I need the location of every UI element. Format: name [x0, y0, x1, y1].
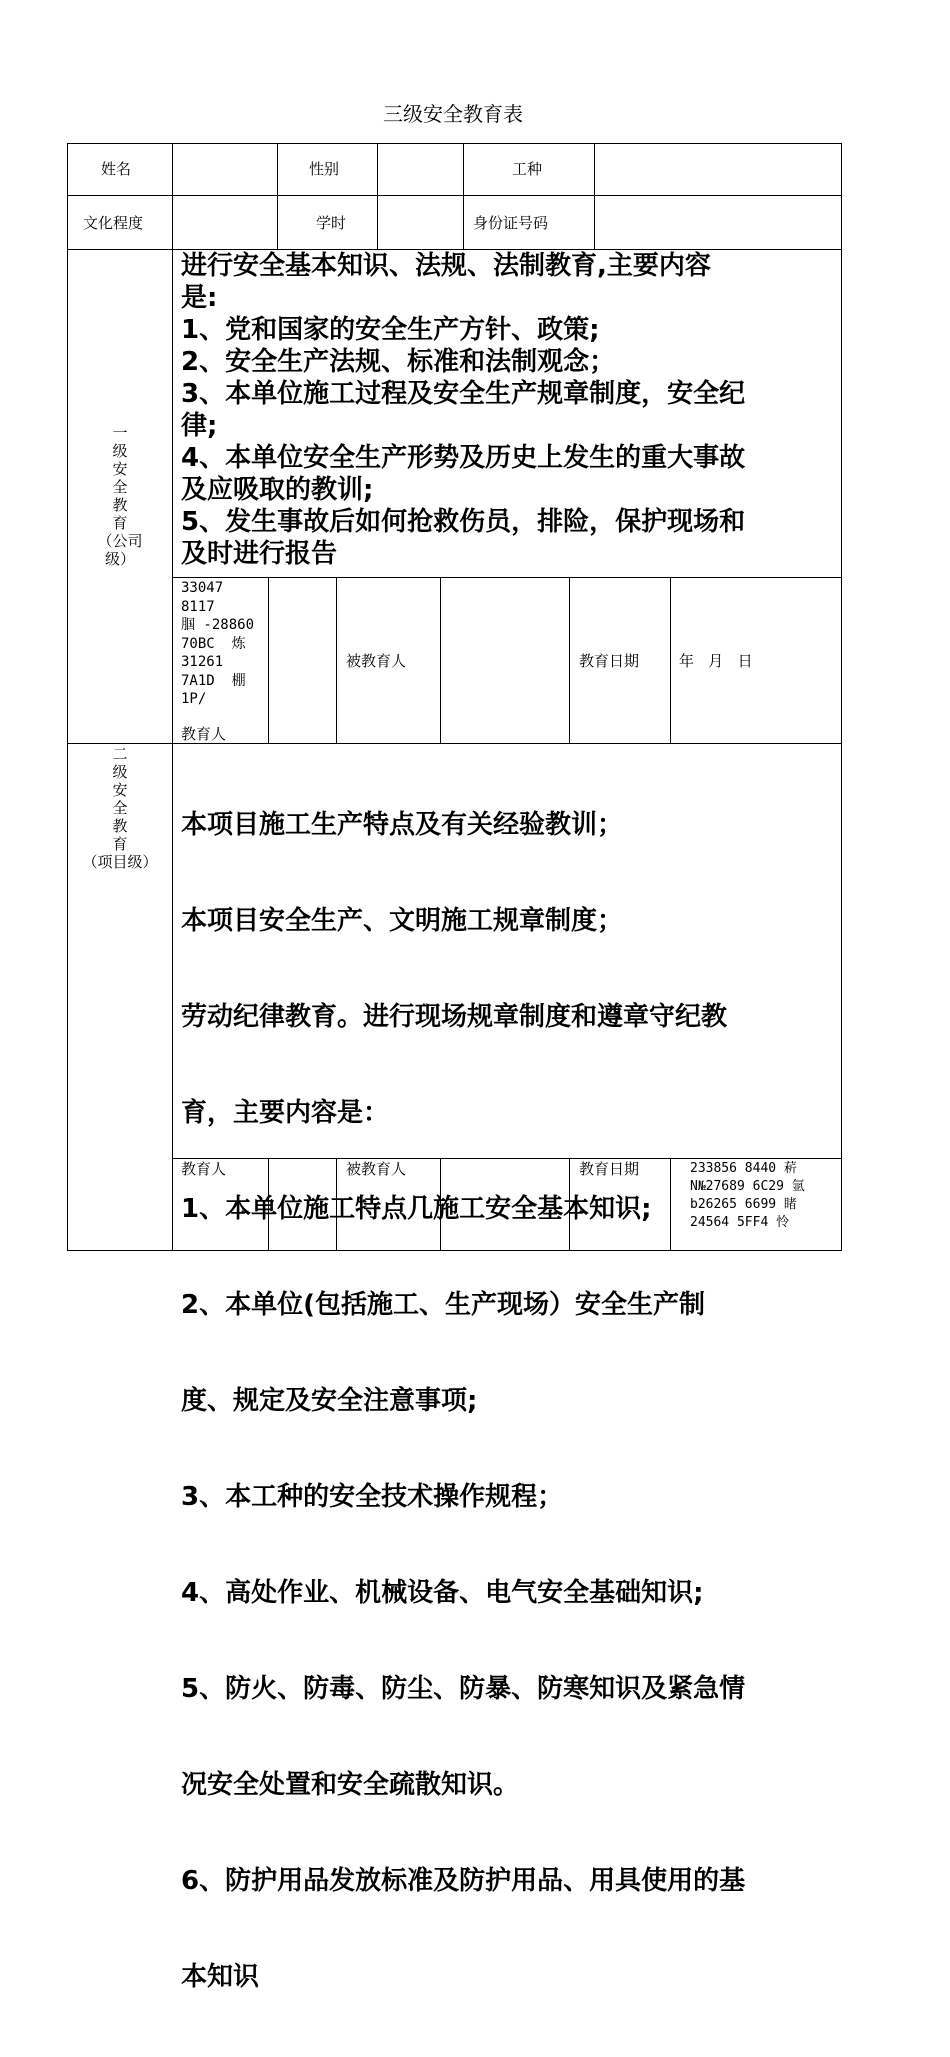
column-divider [594, 144, 595, 249]
column-divider [277, 144, 278, 249]
column-divider [377, 144, 378, 249]
trade-label: 工种 [512, 160, 543, 178]
education-level-label: 文化程度 [83, 214, 144, 232]
column-divider [670, 577, 671, 743]
safety-education-table [67, 143, 842, 1992]
level1-content: 进行安全基本知识、法规、法制教育,主要内容 是: 1、党和国家的安全生产方针、政策; 2、安全生产法规、标准和法制观念； 3、本单位施工过程及安全生产规章制度，安全纪 律; 4、本单位安全生产形势及历史上发生的重大事故 及应吸取的教训; 5、发生事故后如何抢救伤员，排险，保护现场和 及时进行报告 [181, 251, 746, 569]
level1-garbled-codes: 33047 8117 腘 -28860 70BC 炼 31261 7A1D 棚 1P/ [181, 580, 255, 707]
id-number-label: 身份证号码 [473, 214, 549, 232]
row-divider [172, 577, 841, 578]
level1-section-label: 一 级 安 全 教 育 （公司 级） [97, 424, 143, 568]
column-divider [569, 577, 570, 743]
row-divider [68, 195, 841, 196]
level2-section-label: 二 级 安 全 教 育 （项目级） [82, 745, 158, 871]
level2-date-label: 教育日期 [579, 1160, 640, 1178]
column-divider [463, 144, 464, 249]
gender-label: 性别 [309, 160, 340, 178]
column-divider [172, 144, 173, 1250]
level1-educator-label: 教育人 [181, 725, 227, 743]
study-hours-label: 学时 [316, 214, 347, 232]
level2-educator-label: 教育人 [181, 1160, 227, 1178]
level2-content: 本项目施工生产特点及有关经验教训； 本项目安全生产、文明施工规章制度； 劳动纪律教育。进行现场规章制度和遵章守纪教 育，主要内容是： 1、本单位施工特点几施工安全基本知识; 2、本单位(包括施工、生产现场）安全生产制 度、规定及安全注意事项; 3、本工种的安全技术操作规程； 4、高处作业、机械设备、电气安全基础知识; 5、防火、防毒、防尘、防暴、防寒知识及紧急情 况安全处置和安全疏散知识。 6、防护用品发放标准及防护用品、用具使用的基 本知识 [181, 810, 746, 1992]
name-label: 姓名 [101, 160, 132, 178]
row-divider [68, 743, 841, 744]
column-divider [336, 577, 337, 743]
level1-trainee-label: 被教育人 [346, 652, 407, 670]
column-divider [440, 577, 441, 743]
form-title: 三级安全教育表 [383, 102, 523, 126]
level2-trainee-label: 被教育人 [346, 1160, 407, 1178]
level1-date-label: 教育日期 [579, 652, 640, 670]
level2-garbled-codes: 233856 8440 菥 N№27689 6C29 氩 b26265 6699 睹 24564 5FF4 怜 [690, 1161, 805, 1230]
level1-date-value: 年 月 日 [679, 652, 753, 670]
column-divider [268, 577, 269, 743]
